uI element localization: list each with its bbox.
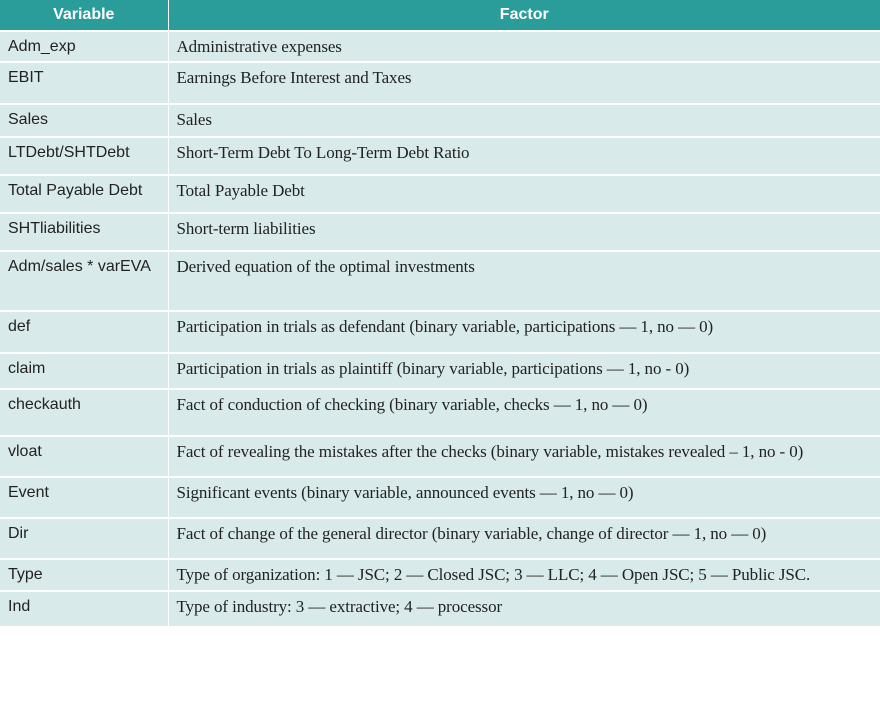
table-row [0, 591, 880, 627]
table-row [0, 559, 880, 591]
factor-cell: Total Payable Debt [168, 175, 880, 213]
table-row [0, 31, 880, 62]
variable-cell: Event [0, 477, 168, 518]
table-row [0, 518, 880, 559]
variable-cell: checkauth [0, 389, 168, 436]
table-row [0, 353, 880, 389]
variable-cell: Ind [0, 591, 168, 627]
variable-cell: claim [0, 353, 168, 389]
table-header-row [0, 0, 880, 31]
variable-cell: LTDebt/SHTDebt [0, 137, 168, 175]
factor-cell: Type of organization: 1 — JSC; 2 — Closed JSC; 3 — LLC; 4 — Open JSC; 5 — Public JSC. [168, 559, 880, 591]
table-row [0, 175, 880, 213]
factor-cell: Fact of conduction of checking (binary variable, checks — 1, no — 0) [168, 389, 880, 436]
factor-cell: Type of industry: 3 — extractive; 4 — processor [168, 591, 880, 627]
factor-cell: Derived equation of the optimal investments [168, 251, 880, 311]
variable-cell: EBIT [0, 62, 168, 104]
table-row [0, 62, 880, 104]
factor-cell: Sales [168, 104, 880, 137]
variable-cell: Adm/sales * varEVA [0, 251, 168, 311]
factor-column-header: Factor [168, 0, 880, 31]
table-row [0, 251, 880, 311]
variable-cell: Sales [0, 104, 168, 137]
variable-column-header: Variable [0, 0, 168, 31]
table-row [0, 389, 880, 436]
variable-cell: SHTliabilities [0, 213, 168, 251]
factor-cell: Short-term liabilities [168, 213, 880, 251]
factor-cell: Fact of revealing the mistakes after the checks (binary variable, mistakes revealed – 1, no - 0) [168, 436, 880, 477]
factor-cell: Earnings Before Interest and Taxes [168, 62, 880, 104]
factor-cell: Significant events (binary variable, announced events — 1, no — 0) [168, 477, 880, 518]
table-row [0, 477, 880, 518]
variable-cell: vloat [0, 436, 168, 477]
factor-cell: Participation in trials as plaintiff (binary variable, participations — 1, no - 0) [168, 353, 880, 389]
variable-cell: def [0, 311, 168, 353]
factor-cell: Fact of change of the general director (binary variable, change of director — 1, no — 0) [168, 518, 880, 559]
table-row [0, 137, 880, 175]
factor-cell: Short-Term Debt To Long-Term Debt Ratio [168, 137, 880, 175]
table-row [0, 213, 880, 251]
factor-cell: Participation in trials as defendant (binary variable, participations — 1, no — 0) [168, 311, 880, 353]
variable-cell: Adm_exp [0, 31, 168, 62]
table-row [0, 104, 880, 137]
factor-cell: Administrative expenses [168, 31, 880, 62]
table-row [0, 311, 880, 353]
variable-cell: Type [0, 559, 168, 591]
variable-cell: Total Payable Debt [0, 175, 168, 213]
variable-cell: Dir [0, 518, 168, 559]
table-row [0, 436, 880, 477]
